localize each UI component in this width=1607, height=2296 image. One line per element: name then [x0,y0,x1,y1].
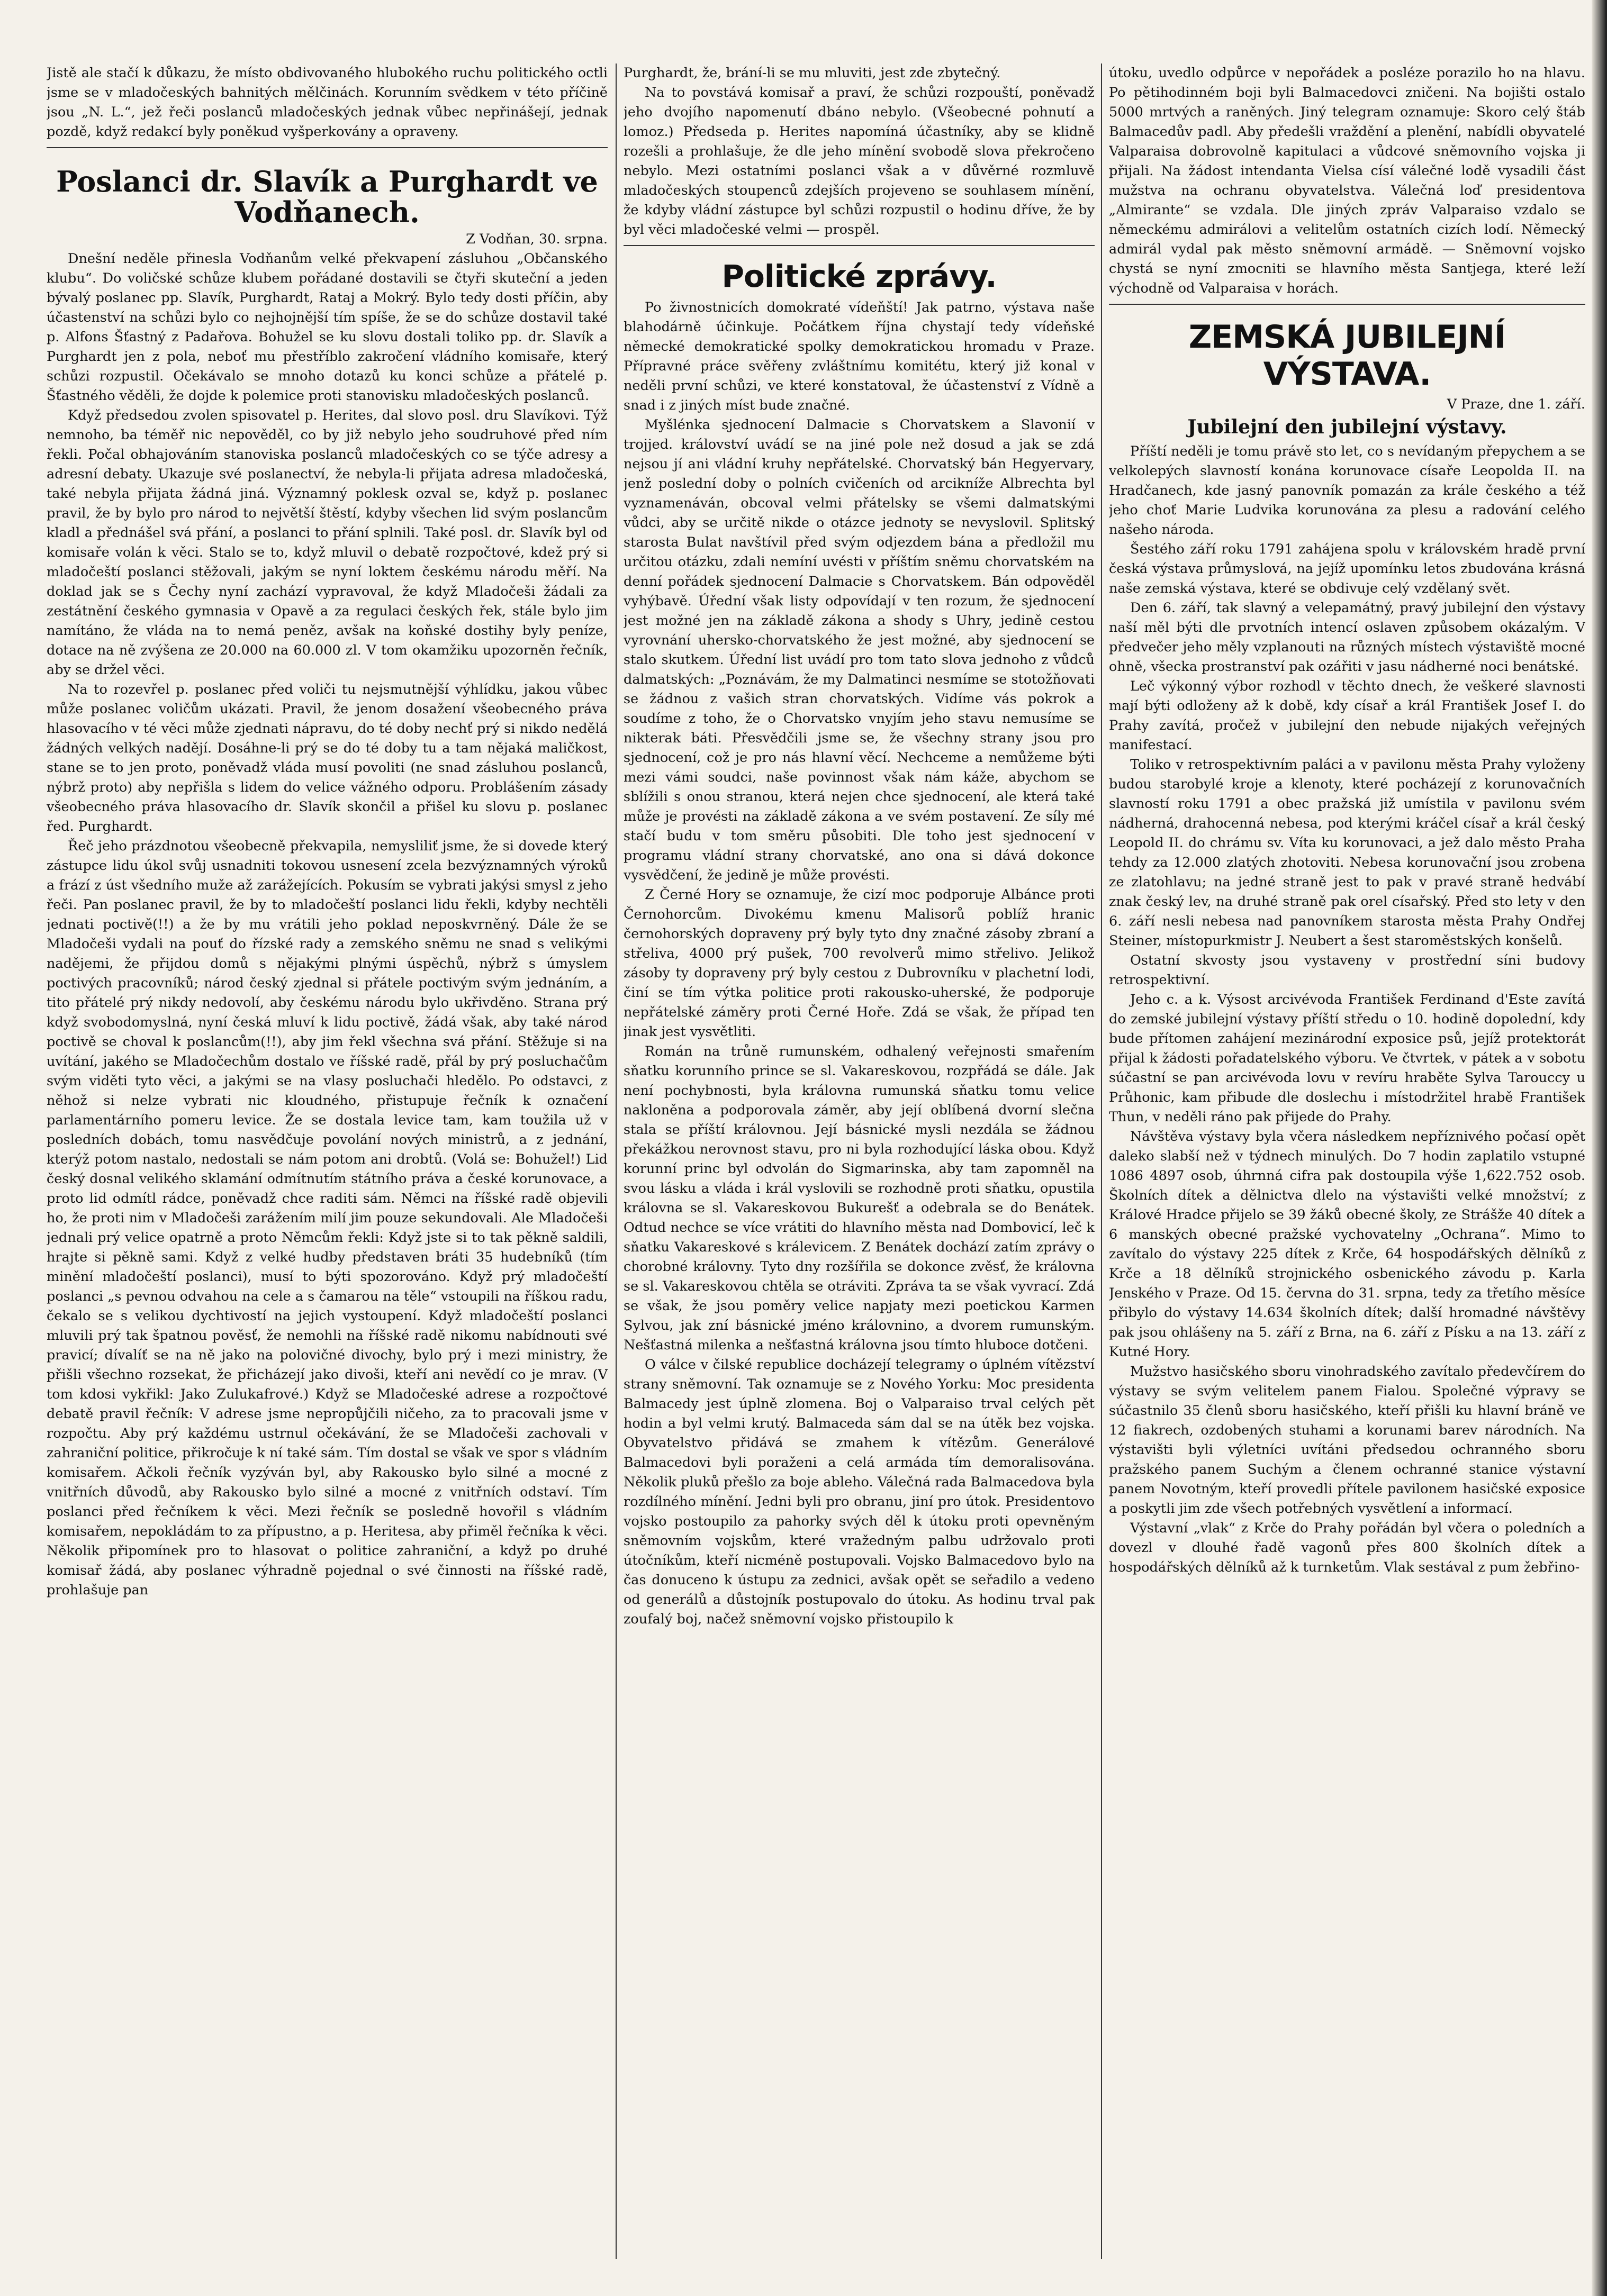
column-3 [1109,63,1585,2259]
paragraph: Z Černé Hory se oznamuje, že cizí moc podporuje Albánce proti Černohorcům. Divokému kmenu Malisorů poblíž hranic černohorských dopraveny prý byly tyto dny značné zásoby zbraní a střeliva, 4000 prý pušek, 700 revolverů mimo střelivo. Jelikož zásoby ty dopraveny prý byly cestou z Dubrovníku v plachetní lodi, činí se tím výtka politice proti rakousko-uherské, že podporuje nepřátelské záměry proti Černé Hoře. Zdá se však, že případ ten jinak jest vysvětliti. [624,887,1095,1040]
section-heading: ZEMSKÁ JUBILEJNÍ VÝSTAVA. [1188,319,1506,393]
column-divider [1101,63,1102,2259]
paragraph: Jeho c. a k. Výsost arcivévoda František Ferdinand d'Este zavítá do zemské jubilejní výstavy příští středu o 10. hodině dopolední, kdy bude přítomen zahájení mezinárodní exposice psů, jejíž protektorát přijal k žádosti pořadatelského výboru. Ve čtvrtek, v pátek a v sobotu súčastní se pan arcivévoda lovu v revíru hraběte Sylva Tarouccy u Průhonic, kam přibude dle doslechu i místodržitel hrabě František Thun, v neděli ráno pak přijede do Prahy. [1109,992,1585,1125]
column-1 [47,63,608,2259]
paragraph: Výstavní „vlak“ z Krče do Prahy pořádán byl včera o poledních a dovezl v dlouhé řadě vagonů přes 800 školních dítek a hospodářských dělníků až k turnketům. Vlak sestával z pum žebřino- [1109,1520,1585,1575]
paragraph: Řeč jeho prázdnotou všeobecně překvapila, nemysliliť jsme, že si dovede který zástupce lidu úkol svůj usnadniti tokovou usnesení zcela bezvýznamných výroků a frází z úst všedního muže až zarážejících. Pokusím se vybrati jakýsi smysl z jeho řeči. Pan poslanec pravil, že by to mladočeští poslanci lidu řekli, kdyby nechtěli jednati poctivě(!!) a že by mu vrátili jeho poklad neposkvrněný. Dále že se Mladočeši vydali na pouť do řízské rady a zemského sněmu ne snad s velikými nadějemi, že přijdou domů s nějakými plnými úspěchů, nýbrž s úmyslem poctivých pracovníků; národ český zjednal si přátele poctivým svým jednáním, a tito přátelé prý nikdy nedovolí, aby českému národu bylo ukřivděno. Strana prý když svobodomyslná, nyní česká mluví k lidu poctivě, žádá však, aby také národ poctivě se choval k poslancům(!!), aby jim řekl všechna svá přání. Stěžuje si na uvítání, jakého se Mladočechům dostalo ve říšské radě, přál by prý posluchačům svým viděti tyto věci, a jakými se na vlasy posluchači hledělo. Po odstavci, z něhož si nelze vybrati nic kloudného, přistupuje řečník k označení parlamentárního pomeru levice. Že se dostala levice tam, kam toužila už v posledních dobách, tomu nasvědčuje povolání nových ministrů, a z jednání, kterýž potom nastalo, nedostali se nám potom ani drobtů. (Volá se: Bohužel!) Lid český dosnal velikého sklamání odmítnutím státního práva a české korunovace, a proto lid odmítl rádce, poněvadž chce raditi sám. Němci na říšské radě objevili ho, že proti nim v Mladočeši zarážením milí jim pouze sekundovali. Ale Mladočeši jednali prý velice opatrně a proto Němcům řekli: Když jste si to tak pěkně saldili, hrajte si pěkně sami. Když z velké hudby představen bráti 35 hudebníků (tím minění mladočeští poslanci), musí to býti spozorováno. Když prý mladočeští poslanci „s pevnou odvahou na cele a s čamarou na těle“ vstoupili na říškou radu, čekalo se s velikou dychtivostí na jejich vystoupení. Když mladočeští poslanci mluvili prý tak špatnou pověsť, že nemohli na říšské radě nikomu nabídnouti své pravicí; dívalíť se na ně jako na polovičné divochy, bylo prý i mezi ministry, že přišli všechno rozsekat, že přicházejí jako divoši, kteří ani nevědí co je mrav. (V tom kdosi vykřikl: Jako Zulukafrové.) Když se Mladočeské adrese a rozpočtové debatě pravil řečník: V adrese jsme nepropůjčili ničeho, za to pracovali jsme v rozpočtu. Aby prý každému ustrnul očekávání, že se Mladočeši zachovali v zahraniční politice, přikročuje k ní také sám. Tím dostal se však ve spor s vládním komisařem. Ačkoli řečník vyzýván byl, aby Rakousko bylo silné a mocné z vnitřních důvodů, aby Rakousko bylo silné a mocné z vnitřních odstaví. Tím poslanci před řečníkem k věci. Mezi řečník se posledně hovořil s vládním komisařem, nepokládám to za přípustno, a p. Heritesa, aby přiměl řečníka k věci. Několik připomínek pro to hlasovat o politice zahraniční, a když po druhé komisař žádá, aby poslanec výhradně pojednal o své činnosti na říšské radě, prohlašuje pan [47,838,608,1598]
paragraph: Ostatní skvosty jsou vystaveny v prostřední síni budovy retrospektivní. [1109,952,1585,988]
paragraph: Po živnostnicích domokraté vídeňští! Jak patrno, výstava naše blahodárně účinkuje. Počátkem října chystají tedy vídeňské německé demokratické spolky demokratickou hromadu v Praze. Přípravné práce svěřeny zvláštnímu komitétu, který již konal v neděli první schůzi, ve které konstatoval, že účastenství z Vídně a snad i z jiných míst bude značné. [624,300,1095,413]
paragraph: Na to povstává komisař a praví, že schůzi rozpouští, poněvadž jeho dvojího napomenutí dbáno nebylo. (Všeobecné pohnutí a lomoz.) Předseda p. Herites napomíná účastníky, aby se klidně rozešli a prohlašuje, že dle jeho mínění svobodě slova překročeno nebylo. Mezi ostatními poslanci však a v důvěrné rozmluvě mladočeských stoupenců zdejších projeveno se souhlasem mínění, že kdyby vládní zástupce byl schůzi rozpustil o hodinu dříve, že by byl věci mladočeské velmi — prospěl. [624,85,1095,238]
paragraph: Na to rozevřel p. poslanec před voliči tu nejsmutnější výhlídku, jakou vůbec může poslanec voličům ukázati. Pravil, že jenom dosažení všeobecného práva hlasovacího v té věci může zjednati nápravu, do té doby nechť prý si nikdo nedělá žádných velkých nadějí. Dosáhne-li prý se do té doby tu a tam nějaká maličkost, stane se to jen proto, poněvadž vláda musí povoliti (ne snad zásluhou poslanců, nýbrž proto) aby nepřišla s lidem do velice vážného odporu. Problášením zásady všeobecného práva hlasovacího dr. Slavík skončil a přišel ku slovu p. poslanec řed. Purghardt. [47,682,608,834]
paragraph: Mužstvo hasičského sboru vinohradského zavítalo předevčírem do výstavy se svým velitelem panem Fialou. Společné výpravy se súčastnilo 35 členů sboru hasičského, kteří přišli ku hlavní bráně ve 12 fiakrech, ozdobených stuhami a korunami barev národních. Na výstavišti byli výletníci uvítáni předsedou ochranného sboru pražského panem Suchým a členem ochranné stanice výstavní panem Novotným, kteří provedli přítele pavilonem hasičské exposice a poskytli jim zde všech potřebných vysvětlení a informací. [1109,1364,1585,1517]
article-heading: Poslanci dr. Slavík a Purghardt ve Vodňanech. [56,165,598,229]
paragraph: Dnešní neděle přinesla Vodňanům velké překvapení zásluhou „Občanského klubu“. Do voličské schůze klubem pořádané dostavili se čtyři skuteční a jeden bývalý poslanec pp. Slavík, Purghardt, Rataj a Mokrý. Bylo tedy dosti příčin, aby účastenství na schůzi bylo co nejhojnější tím spíše, že se do schůze dostavil také p. Alfons Šťastný z Padařova. Bohužel se ku slovu dostali toliko pp. dr. Slavík a Purghardt jen z pola, neboť mu přestříblo zakročení vládního komisaře, který schůzi rozpustil. Očekávalo se mnoho dotazů ku konci schůze a přátelé p. Šťastného věděli, že dojde k polemice proti stanovisku mladočeských poslanců. [47,251,608,404]
dateline: V Praze, dne 1. září. [1447,396,1585,412]
paragraph: Šestého září roku 1791 zahájena spolu v královském hradě první česká výstava průmyslová, na jejíž upomínku letos zbudována krásná naše zemská výstava, které se obdivuje celý vzdělaný svět. [1109,541,1585,596]
paragraph: Když předsedou zvolen spisovatel p. Herites, dal slovo posl. dru Slavíkovi. Týž nemnoho, ba téměř nic nepověděl, co by již nebylo jeho soudruhové před ním řekli. Počal obhajováním stanoviska poslanců mladočeských co se týče adresy a adresní debaty. Ukazuje své poslanectví, že nebyla-li přijata adresa mladočeská, také nebyla přijata žádná jiná. Významný poklesk ozval se, když p. poslanec pravil, že by bylo pro národ to největší štěstí, kdyby všechen lid svým poslancům kladl a přednášel svá přání, a poslanci to přání splnili. Také posl. dr. Slavík byl od komisaře volán k věci. Stalo se to, když mluvil o debatě rozpočtové, kdež prý si mladočeští poslanci stěžovali, jakým se nyní loktem českému národu měří. Na doklad jak se s Čechy nyní zachází vypravoval, že když Mladočeši žádali za zestátnění českého gymnasia v Opavě a za regulaci českých řek, stále bylo jim namítáno, že vláda na to nemá peněz, avšak na koňské dostihy byly peníze, dotace na ně zvýšena ze 20.000 na 60.000 zl. V tom okamžiku upozorněn řečník, aby se držel věci. [47,407,608,678]
column-divider [616,63,617,2259]
paragraph: Den 6. září, tak slavný a velepamátný, pravý jubilejní den výstavy naší měl býti dle prvotních intencí oslaven způsobem okázalým. V předvečer jeho měly vzplanouti na různých místech výstaviště mocné ohně, všecka prostranství pak ozářiti v jasu nádherné noci benátské. [1109,600,1585,675]
section-heading: Politické zprávy. [721,258,997,294]
column-2 [624,63,1095,2259]
paragraph: Návštěva výstavy byla včera následkem nepříznivého počasí opět daleko slabší než v týdnech minulých. Do 7 hodin zaplatilo vstupné 1086 4897 osob, úhrnná cifra pak dostoupila výše 1,622.752 osob. Školních dítek a dělnictva dlelo na výstavišti velké množství; z Králové Hradce přijelo se 39 žáků obecné školy, ze Strášže 40 dítek a 6 manských obecné pražské vychovatelny „Ochrana“. Mimo to zavítalo do výstavy 225 dítek z Krče, 64 hospodářských dělníků z Krče a 18 dělníků strojnického osbenického závodu p. Karla Jenského v Praze. Od 15. června do 31. srpna, tedy za třetího měsíce přibylo do výstavy 14.634 školních dítek; další hromadné návštěvy pak jsou ohlášeny na 5. září z Brna, na 6. září z Písku a na 13. září z Kutné Hory. [1109,1129,1585,1360]
paragraph: Myšlénka sjednocení Dalmacie s Chorvatskem a Slavonií v trojjed. království uvádí se na jiné pole než dosud a jak se zdá nejsou jí ani vládní kruhy nepřátelské. Chorvatský bán Hegyervary, jenž poslední doby o polních cvičeních od arcikníže Albrechta byl vyznamenáván, obcoval velmi přátelsky se všemi dalmatskými vůdci, aby se určitě nikde o otázce jednoty se nevyslovil. Splitský starosta Bulat navštívil před svým odjezdem bána a předložil mu určitou otázku, zdali nemíní uvésti v příštím sněmu chorvatském na denní pořádek sjednocení Dalmacie s Chorvatskem. Bán odpověděl vyhýbavě. Úřední však listy odpovídají v ten rozum, že sjednocení jest možné jen na základě zákona a shody s Uhry, jedině cestou vyrovnání uhersko-chorvatského že jest možné, aby sjednocení se stalo skutkem. Úřední list uvádí pro tom tato slova jednoho z vůdců dalmatských: „Poznávám, že my Dalmatinci nesmíme se stotožňovati se žádnou z vašich stran chorvatských. Vidíme vás pokrok a soudíme z toho, že o Chorvatsko vnyjím jeho stavu nemusíme se nikterak báti. Přesvědčili jsme se, že všechny strany jsou pro sjednocení, což je pro nás hlavní věcí. Nechceme a nemůžeme býti mezi vámi soudci, naše povinnost však nám káže, abychom se sblížili s onou stranou, která nejen chce sjednocení, ale která také může je provésti na základě zákona a ve svém postavení. Ze síly mé stačí budu v tom směru působiti. Dle toho jest sjednocení v programu vládní strany chorvatské, ano ona si dává dokonce vysvědčení, že jedině je může provésti. [624,417,1095,883]
section-divider [47,147,608,148]
paragraph: Toliko v retrospektivním paláci a v pavilonu města Prahy vyloženy budou starobylé kroje a klenoty, které pocházejí z korunovačních slavností roku 1791 a obec pražská již umístila v pavilonu svém nádherná, drahocenná nebesa, pod kterými kráčel císař a král český Leopold II. do chrámu sv. Víta ku korunovaci, a jež dalo město Praha tehdy za 12.000 zlatých zhotoviti. Nebesa korunovační jsou zrobena ze zlatohlavu; na jedné straně jest to pak v pravé straně hedvábí znak český lev, na druhé straně pak orel císařský. Před sto lety v den 6. září nesli nebesa nad panovníkem starosta města Prahy Ondřej Steiner, místopurkmistr J. Neubert a šest staroměstských konšelů. [1109,757,1585,949]
paragraph: Román na trůně rumunském, odhalený veřejnosti smařením sňatku korunního prince se sl. Vakareskovou, rozpřádá se dále. Jak není pochybnosti, byla královna rumunská sňatku tomu velice nakloněna a podporovala záměr, aby její oblíbená dvorní slečna stala se příští královnou. Její básnické mysli nezdála se žádnou překážkou nerovnost stavu, pro ni byla rozhodující láska obou. Když korunní princ byl odvolán do Sigmarinska, aby tam zapomněl na svou lásku a vláda i král vyslovili se rozhodně proti sňatku, opustila královna se sl. Vakareskovou Bukurešť a odebrala se do Benátek. Odtud nechce se více vrátiti do hlavního města nad Dombovicí, leč k sňatku Vakareskové s králevicem. Z Benátek dochází zatím zprávy o chorobné královny. Tyto dny rozšířila se dokonce zvěsť, že královna se sl. Vakareskovou chtěla se otráviti. Zpráva ta se však vyvrací. Zdá se však, že jsou poměry velice napjaty mezi poetickou Karmen Sylvou, jak zní básnické jméno královnino, a dvorem rumunským. Nešťastná milenka a nešťastná královna jsou tímto hluboce dotčeni. [624,1043,1095,1353]
dateline: Z Vodňan, 30. srpna. [466,231,608,247]
article-continuation: Purghardt, že, brání-li se mu mluviti, jest zde zbytečný. [624,65,1001,81]
paragraph: O válce v čilské republice docházejí telegramy o úplném vítězství strany sněmovní. Tak oznamuje se z Nového Yorku: Moc presidenta Balmacedy jest úplně zlomena. Boj o Valparaiso trval celých pět hodin a byl velmi krutý. Balmaceda sám dal se na útěk bez vojska. Obyvatelstvo přidává se zmahem k vítězům. Generálové Balmacedovi byli poraženi a celá armáda tím demoralisována. Několik pluků přešlo za boje ableho. Válečná rada Balmacedova byla rozdílného mínění. Jedni byli pro obranu, jiní pro útok. Presidentovo vojsko postoupilo za pahorky svých děl k útoku proti opevněným sněmovním vojskům, které vražedným palbu udržovalo proti útočníkům, kteří nicméně postupovali. Vojsko Balmacedovo bylo na čas donuceno k ústupu za zednici, avšak opět se seřadilo a vedeno od generálů a důstojník postupovalo do útoku. As hodinu trval pak zoufalý boj, načež sněmovní vojsko přistoupilo k [624,1357,1095,1627]
article-heading: Jubilejní den jubilejní výstavy. [1187,416,1507,438]
article-continuation: Jistě ale stačí k důkazu, že místo obdivovaného hlubokého ruchu politického octli jsme se v mladočeských bahnitých mělčinách. Korunním svědkem v této příčině jsou „N. L.“, jež řeči poslanců mladočeských jednak vůbec nepřinášejí, jednak pozdě, když redakcí byly poněkud vyšperkovány a opraveny. [47,65,608,140]
paragraph: Leč výkonný výbor rozhodl v těchto dnech, že veškeré slavnosti mají býti odloženy až k době, kdy císař a král František Josef I. do Prahy zavítá, pročež v jubilejní den nebude nijakých veřejných manifestací. [1109,678,1585,753]
paragraph: Příští neděli je tomu právě sto let, co s nevídaným přepychem a se velkolepých slavností konána korunovace císaře Leopolda II. na Hradčanech, kde jasný panovník pomazán za krále českého a též jeho choť Marie Ludvika korunována za plesu a radování celého našeho národa. [1109,443,1585,538]
section-divider [624,245,1095,246]
paragraph: útoku, uvedlo odpůrce v nepořádek a posléze porazilo ho na hlavu. Po pětihodinném boji byli Balmacedovci zničeni. Na bojišti ostalo 5000 mrtvých a raněných. Jiný telegram oznamuje: Skoro celý štáb Balmacedův padl. Aby předešli vraždění a plenění, nabídli obyvatelé Valparaisa dobrovolně kapitulaci a vůdcové sněmovního vojska ji přijali. Na žádost intendanta Vielsa císí válečné lodě vysadili část mužstva na ochranu obyvatelstva. Válečná loď presidentova „Almirante“ se vzdala. Dle jiných zpráv Valparaiso vzdalo se německému admirálovi a velitelům ostatních cizích lodí. Německý admirál vydal pak město sněmovní armádě. — Sněmovní vojsko chystá se nyní zmocniti se hlavního města Santjega, které leží východně od Valparaisa v horách. [1109,65,1585,296]
section-divider [1109,304,1585,305]
